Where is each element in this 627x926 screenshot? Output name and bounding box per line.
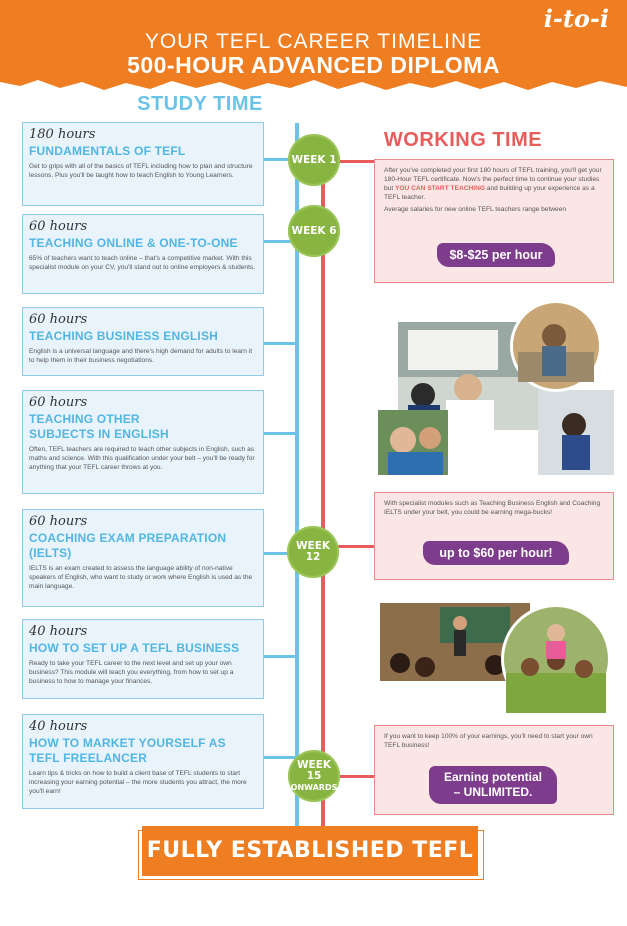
module-hours: 60 hours	[29, 219, 88, 234]
connector	[264, 342, 297, 345]
working-text: If you want to keep 100% of your earnings, you'll need to start your own TEFL business!	[384, 733, 593, 749]
salary-highlight: $8-$25 per hour	[437, 243, 555, 267]
module-title: TEACHING OTHER SUBJECTS IN ENGLISH	[29, 412, 169, 441]
module-description: English is a universal language and there's high demand for adults to learn it to help them in their business negotiations.	[29, 348, 253, 364]
module-card	[22, 714, 264, 809]
brand-logo[interactable]: i-to-i	[543, 4, 609, 33]
working-text: Average salaries for new online TEFL teachers range between	[384, 206, 567, 213]
module-title: TEACHING BUSINESS ENGLISH	[29, 329, 219, 343]
week-15-onwards-badge: WEEK 15 ONWARDS	[288, 750, 340, 802]
module-hours: 40 hours	[29, 624, 88, 639]
salary-highlight: Earning potential – UNLIMITED.	[429, 766, 557, 804]
module-hours: 180 hours	[29, 127, 96, 142]
module-hours: 40 hours	[29, 719, 88, 734]
working-box	[374, 159, 614, 283]
working-timeline-line	[321, 160, 325, 828]
module-description: Learn tips & tricks on how to build a client base of TEFL students to start increasing your earning potential – the more students you attract, the more you'll earn!	[29, 770, 247, 795]
module-title: TEACHING ONLINE & ONE-TO-ONE	[29, 236, 238, 250]
module-hours: 60 hours	[29, 514, 88, 529]
module-description: Often, TEFL teachers are required to teach other subjects in English, such as maths and science. With this qualification under your belt – you'll be ready for anything that your TEFL career throws at you.	[29, 446, 255, 471]
page-subtitle: 500-HOUR ADVANCED DIPLOMA	[127, 52, 500, 78]
week-1-badge: WEEK 1	[288, 134, 340, 186]
study-time-heading: STUDY TIME	[137, 93, 263, 115]
working-text: After you've completed your first 180 hours of TEFL training, you'll get your 180-Hour TEFL certificate. Now's the perfect time to continue your studies but YOU CAN START TEACHING and building up your experience as a TEFL teacher.	[384, 167, 602, 201]
module-card	[22, 214, 264, 294]
working-box	[374, 725, 614, 815]
week-6-badge: WEEK 6	[288, 205, 340, 257]
module-description: IELTS is an exam created to assess the language ability of non-native speakers of English, who want to study or work where English is used as the main language.	[29, 565, 253, 590]
footer-banner: FULLY ESTABLISHED TEFL CAREER!	[142, 826, 478, 876]
working-time-heading: WORKING TIME	[383, 129, 543, 151]
connector	[264, 655, 297, 658]
module-card	[22, 122, 264, 206]
module-title: HOW TO MARKET YOURSELF AS TEFL FREELANCER	[29, 736, 226, 765]
working-box	[374, 492, 614, 580]
module-title: COACHING EXAM PREPARATION (IELTS)	[29, 531, 227, 560]
module-title: HOW TO SET UP A TEFL BUSINESS	[29, 641, 240, 655]
module-description: Ready to take your TEFL career to the next level and set up your own business? This module will teach you everything, from how to set up a business to how to manage your finances.	[29, 660, 234, 685]
module-card	[22, 619, 264, 699]
module-description: 65% of teachers want to teach online – that's a competitive market. With this specialist module on your CV, you'll stand out to online employers & students.	[29, 255, 256, 271]
connector	[264, 432, 297, 435]
module-card	[22, 307, 264, 376]
module-card	[22, 390, 264, 494]
classroom-photo-collage	[380, 603, 614, 715]
week-12-badge: WEEK 12	[287, 526, 339, 578]
classroom-photo-collage	[378, 300, 614, 475]
module-hours: 60 hours	[29, 395, 88, 410]
page-title: YOUR TEFL CAREER TIMELINE	[144, 30, 483, 53]
module-card	[22, 509, 264, 607]
module-hours: 60 hours	[29, 312, 88, 327]
salary-highlight: up to $60 per hour!	[423, 541, 569, 565]
working-text: With specialist modules such as Teaching Business English and Coaching IELTS under your belt, you could be earning mega-bucks!	[384, 500, 601, 516]
module-description: Get to grips with all of the basics of TEFL including how to plan and structure lessons. Plus you'll be taught how to teach English to Young Learners.	[29, 163, 253, 179]
module-title: FUNDAMENTALS OF TEFL	[29, 144, 186, 158]
